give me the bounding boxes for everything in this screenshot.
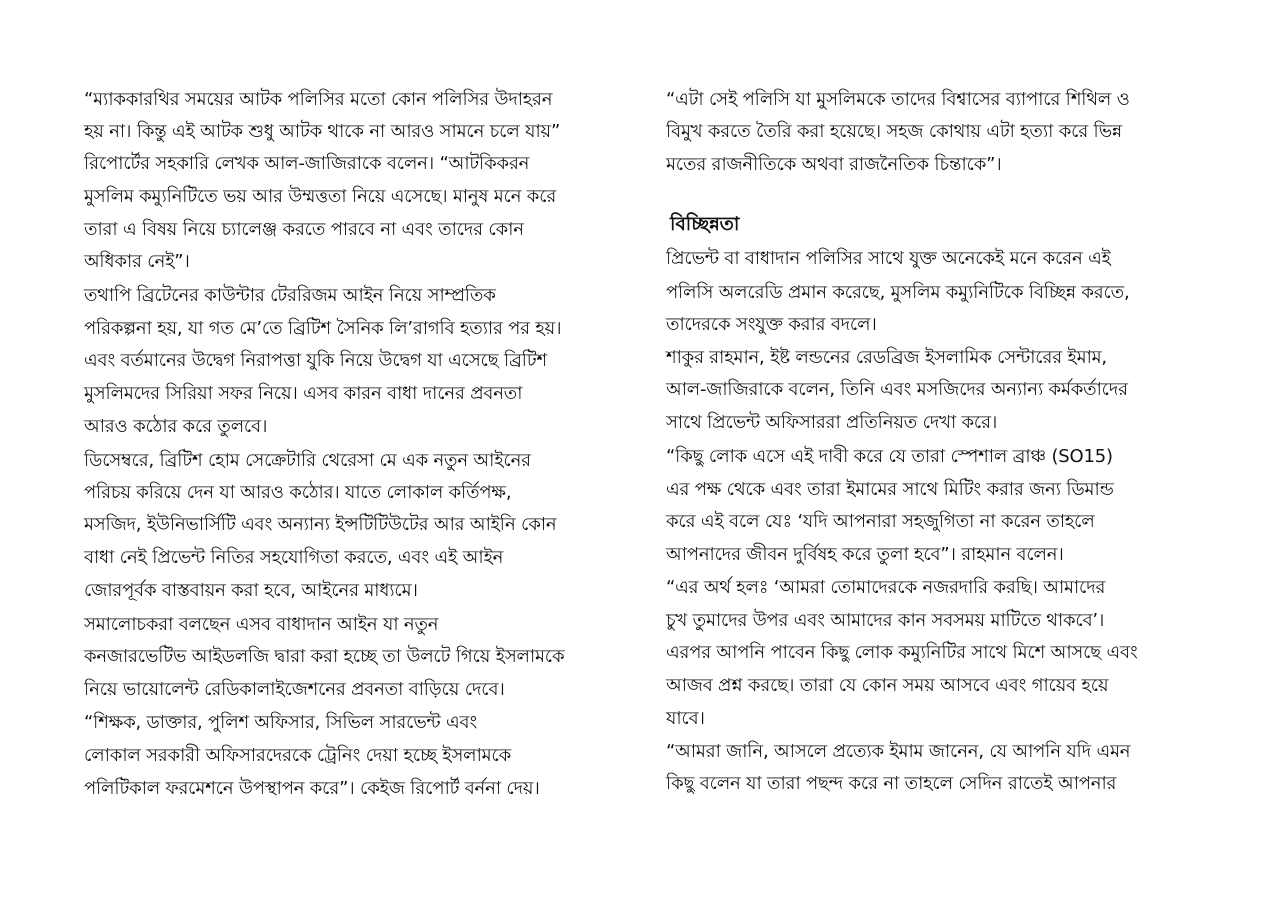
text-line: তথাপি ব্রিটেনের কাউন্টার টেররিজম আইন নিয়ে সাম্প্রতিক xyxy=(84,285,496,306)
text-line: আজব প্রশ্ন করছে। তারা যে কোন সময় আসবে এবং গায়েব হয়ে xyxy=(666,675,1109,696)
text-line: বিমুখ করতে তৈরি করা হয়েছে। সহজ কোথায় এটা হত্যা করে ভিন্ন xyxy=(666,121,1122,142)
text-line: মতের রাজনীতিকে অথবা রাজনৈতিক চিন্তাকে”। xyxy=(666,154,1002,175)
section-heading: বিচ্ছিন্নতা xyxy=(670,213,740,235)
text-line: পলিসি অলরেডি প্রমান করেছে, মুসলিম কম্যুনিটিকে বিচ্ছিন্ন করতে, xyxy=(666,282,1130,303)
text-line: তারা এ বিষয় নিয়ে চ্যালেঞ্জ করতে পারবে না এবং তাদের কোন xyxy=(84,219,524,240)
text-line: “কিছু লোক এসে এই দাবী করে যে তারা স্পেশাল ব্রাঞ্চ (SO15) xyxy=(666,446,1113,467)
text-line: বাধা নেই প্রিভেন্ট নিতির সহযোগিতা করতে, এবং এই আইন xyxy=(84,547,504,568)
text-line: আরও কঠোর করে তুলবে। xyxy=(84,416,268,437)
text-line: করে এই বলে যেঃ ‘যদি আপনারা সহজুগিতা না করেন তাহলে xyxy=(666,511,1095,532)
text-line: হয় না। কিন্তু এই আটক শুধু আটক থাকে না আরও সামনে চলে যায়” xyxy=(84,121,561,142)
text-line: শাকুর রাহমান, ইষ্ট লন্ডনের রেডব্রিজ ইসলামিক সেন্টারের ইমাম, xyxy=(666,347,1107,368)
text-line: মসজিদ, ইউনিভার্সিটি এবং অন্যান্য ইন্সটিটিউটের আর আইনি কোন xyxy=(84,514,557,535)
text-line: পরিচয় করিয়ে দেন যা আরও কঠোর। যাতে লোকাল কর্তিপক্ষ, xyxy=(84,482,512,503)
text-line: প্রিভেন্ট বা বাধাদান পলিসির সাথে যুক্ত অনেকেই মনে করেন এই xyxy=(666,248,1111,269)
text-line: আল-জাজিরাকে বলেন, তিনি এবং মসজিদের অন্যান্য কর্মকর্তাদের xyxy=(666,379,1128,400)
text-line: “এটা সেই পলিসি যা মুসলিমকে তাদের বিশ্বাসের ব্যাপারে শিথিল ও xyxy=(666,89,1130,110)
text-line: তাদেরকে সংযুক্ত করার বদলে। xyxy=(666,314,877,335)
text-line: “শিক্ষক, ডাক্তার, পুলিশ অফিসার, সিভিল সারভেন্ট এবং xyxy=(84,712,478,733)
text-line: কনজারভেটিভ আইডলজি দ্বারা করা হচ্ছে তা উলটে গিয়ে ইসলামকে xyxy=(84,646,565,667)
text-line: আপনাদের জীবন দুর্বিষহ করে তুলা হবে”। রাহমান বলেন। xyxy=(666,544,1064,565)
text-line: কিছু বলেন যা তারা পছন্দ করে না তাহলে সেদিন রাতেই আপনার xyxy=(666,773,1117,794)
text-line: পরিকল্পনা হয়, যা গত মে’তে ব্রিটিশ সৈনিক লি’রাগবি হত্যার পর হয়। xyxy=(84,318,562,339)
text-line: “ম্যাককারথির সময়ের আটক পলিসির মতো কোন পলিসির উদাহরন xyxy=(84,89,553,110)
text-line: ডিসেম্বরে, ব্রিটিশ হোম সেক্রেটারি থেরেসা মে এক নতুন আইনের xyxy=(84,450,531,471)
text-line: যাবে। xyxy=(666,708,705,729)
text-line: জোরপূর্বক বাস্তবায়ন করা হবে, আইনের মাধ্যমে। xyxy=(84,580,418,601)
text-line: রিপোর্টের সহকারি লেখক আল-জাজিরাকে বলেন। “আটকিকরন xyxy=(84,153,530,174)
text-line: চুখ তুমাদের উপর এবং আমাদের কান সবসময় মাটিতে থাকবে’। xyxy=(666,610,1105,631)
text-line: সাথে প্রিভেন্ট অফিসাররা প্রতিনিয়ত দেখা করে। xyxy=(666,412,998,433)
text-line: “আমরা জানি, আসলে প্রত্যেক ইমাম জানেন, যে আপনি যদি এমন xyxy=(666,741,1131,762)
text-line: এবং বর্তমানের উদ্বেগ নিরাপত্তা যুকি নিয়ে উদ্বেগ যা এসেছে ব্রিটিশ xyxy=(84,350,547,371)
text-line: সমালোচকরা বলছেন এসব বাধাদান আইন যা নতুন xyxy=(84,614,439,635)
text-line: লোকাল সরকারী অফিসারদেরকে ট্রেনিং দেয়া হচ্ছে ইসলামকে xyxy=(84,745,512,766)
text-line: এর পক্ষ থেকে এবং তারা ইমামের সাথে মিটিং করার জন্য ডিমান্ড xyxy=(666,479,1114,500)
text-line: পলিটিকাল ফরমেশনে উপস্থাপন করে”। কেইজ রিপোর্ট বর্ননা দেয়। xyxy=(84,778,540,799)
text-line: মুসলিমদের সিরিয়া সফর নিয়ে। এসব কারন বাধা দানের প্রবনতা xyxy=(84,383,523,404)
text-line: “এর অর্থ হলঃ ‘আমরা তোমাদেরকে নজরদারি করছি। আমাদের xyxy=(666,577,1106,598)
text-line: মুসলিম কম্যুনিটিতে ভয় আর উম্মত্ততা নিয়ে এসেছে। মানুষ মনে করে xyxy=(84,186,557,207)
text-line: নিয়ে ভায়োলেন্ট রেডিকালাইজেশনের প্রবনতা বাড়িয়ে দেবে। xyxy=(84,679,505,700)
text-line: অধিকার নেই”। xyxy=(84,251,190,272)
text-line: এরপর আপনি পাবেন কিছু লোক কম্যুনিটির সাথে মিশে আসছে এবং xyxy=(666,642,1138,663)
